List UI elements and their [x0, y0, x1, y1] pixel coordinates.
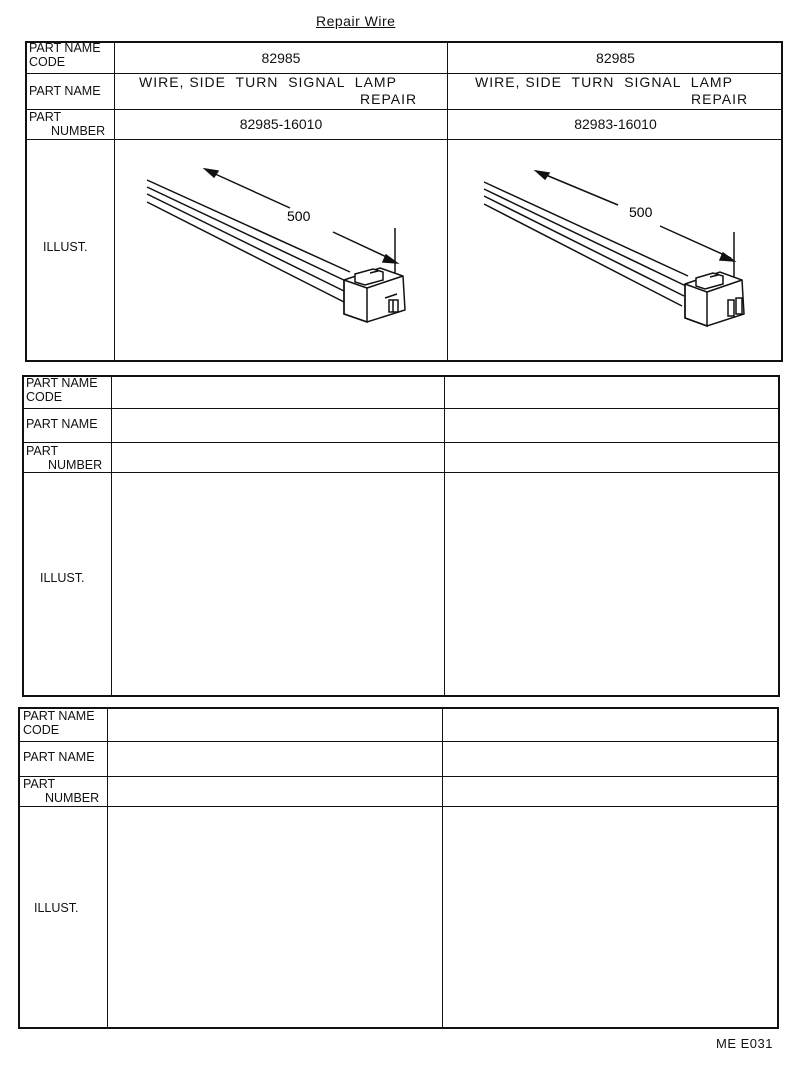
- label-part-name-code: PART NAME CODE: [26, 376, 98, 404]
- row-part-name-code: [24, 377, 778, 409]
- row-part-number: [20, 777, 777, 807]
- label-part-name: PART NAME: [29, 84, 101, 98]
- item-2-number: 82983-16010: [574, 116, 657, 132]
- item-1-wire-illustration: [115, 140, 447, 362]
- parts-table-3: [18, 707, 779, 1029]
- page-code: ME E031: [716, 1036, 773, 1051]
- label-part-number: PART NUMBER: [26, 444, 103, 472]
- row-part-name: [20, 742, 777, 777]
- row-part-number: [24, 443, 778, 473]
- row-part-name: [24, 409, 778, 443]
- label-part-name: PART NAME: [26, 417, 98, 431]
- item-1-dimension-label: 500: [287, 208, 311, 224]
- label-part-number: PART NUMBER: [29, 110, 106, 138]
- parts-table-1: [25, 41, 783, 362]
- item-1-name-line1: WIRE, SIDE TURN SIGNAL LAMP: [139, 74, 397, 90]
- row-illust: [27, 140, 781, 362]
- label-part-name-code: PART NAME CODE: [29, 41, 101, 69]
- row-part-name-code: [27, 43, 781, 74]
- label-part-name: PART NAME: [23, 750, 95, 764]
- row-illust: [20, 807, 777, 1029]
- item-2-code: 82985: [596, 50, 635, 66]
- item-1-number: 82985-16010: [239, 116, 323, 132]
- row-part-number: [27, 110, 781, 140]
- label-illust: ILLUST.: [34, 901, 79, 915]
- item-2-name-line2: REPAIR: [691, 91, 749, 107]
- item-2-dimension-label: 500: [629, 204, 653, 220]
- item-2-name-line1: WIRE, SIDE TURN SIGNAL LAMP: [475, 74, 733, 90]
- label-illust: ILLUST.: [40, 571, 85, 585]
- row-illust: [24, 473, 778, 697]
- row-part-name-code: [20, 709, 777, 742]
- row-part-name: [27, 74, 781, 110]
- item-1-code: 82985: [261, 50, 301, 66]
- item-1-name-line2: REPAIR: [360, 91, 418, 107]
- label-part-name-code: PART NAME CODE: [23, 709, 95, 737]
- label-part-number: PART NUMBER: [23, 777, 100, 805]
- item-2-wire-illustration: [448, 140, 783, 362]
- label-illust: ILLUST.: [43, 240, 88, 254]
- page-title: Repair Wire: [316, 13, 396, 29]
- parts-table-2: [22, 375, 780, 697]
